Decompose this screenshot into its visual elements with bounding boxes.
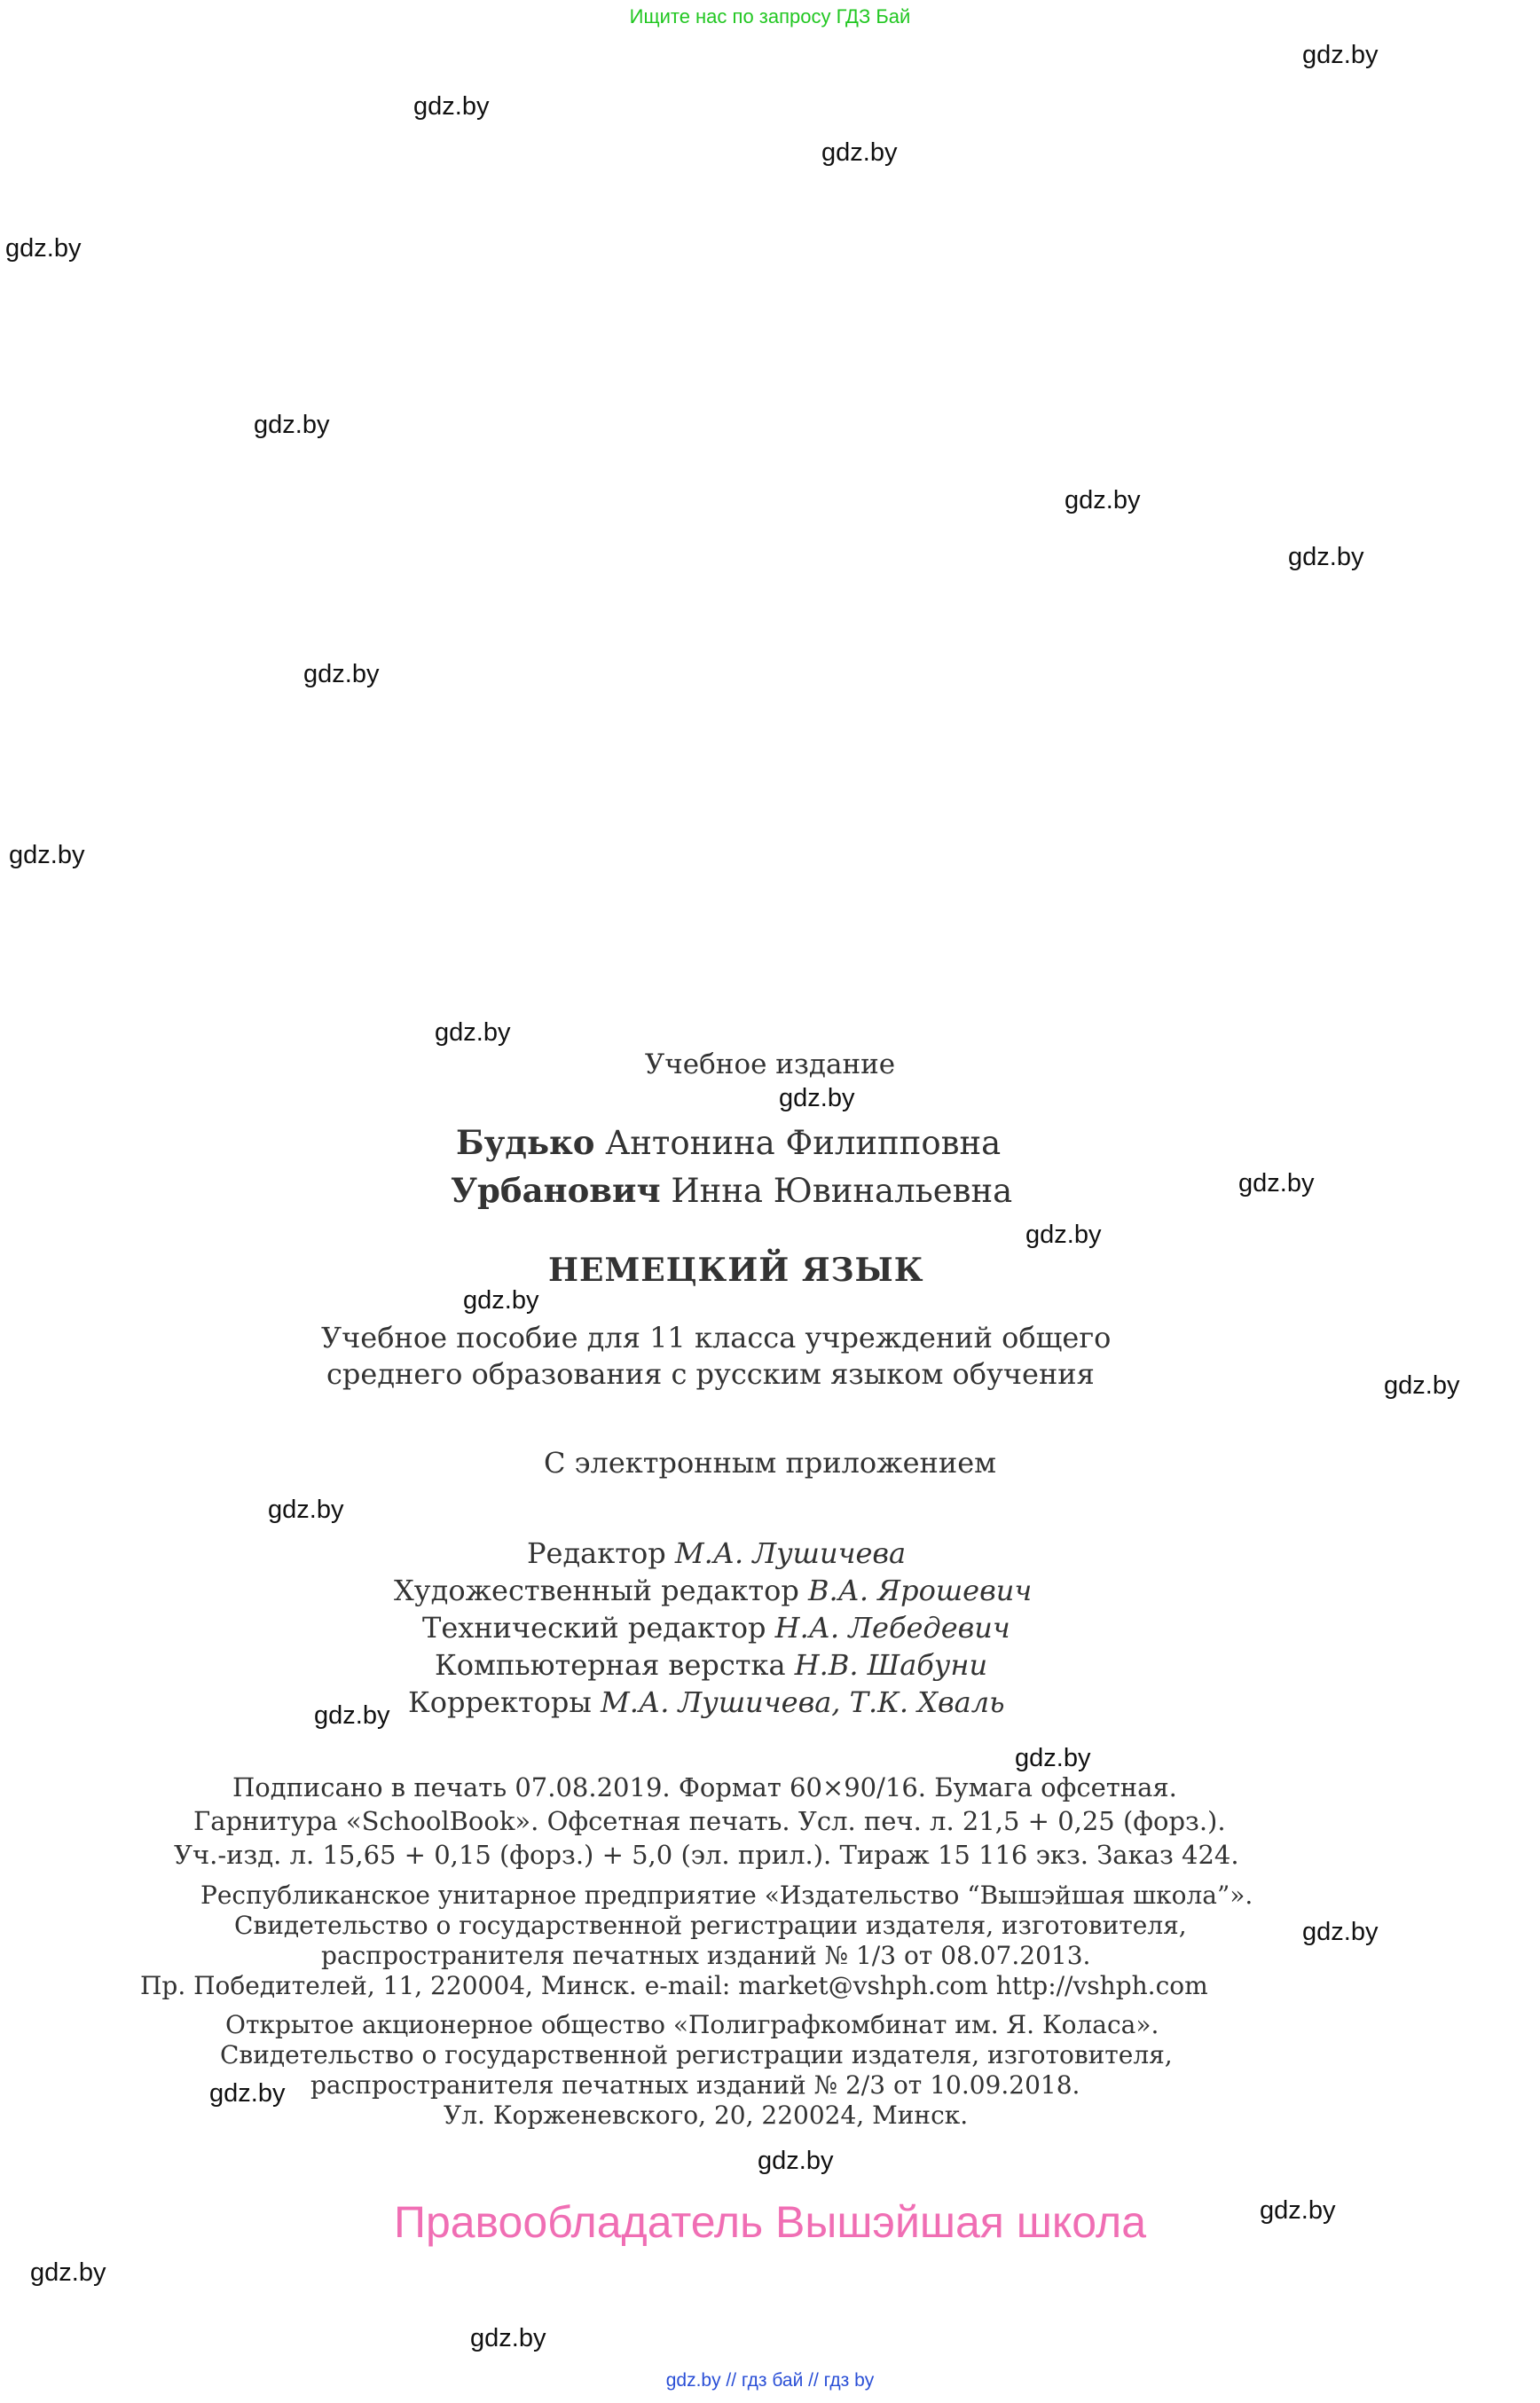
watermark: gdz.by: [821, 138, 898, 167]
watermark: gdz.by: [779, 1084, 855, 1112]
watermark: gdz.by: [268, 1496, 344, 1524]
watermark: gdz.by: [470, 2324, 546, 2352]
printer-line: Ул. Корженевского, 20, 220024, Минск.: [444, 2101, 969, 2130]
watermark: gdz.by: [303, 660, 380, 688]
credit-name: Н.А. Лебедевич: [774, 1611, 1010, 1645]
supplement-note: С электронным приложением: [543, 1446, 997, 1480]
author-2-given: Инна Ювинальевна: [671, 1172, 1013, 1210]
watermark: gdz.by: [1260, 2196, 1336, 2225]
watermark: gdz.by: [1302, 1918, 1379, 1946]
watermark: gdz.by: [30, 2258, 106, 2287]
author-1-surname: Будько: [456, 1123, 595, 1162]
credit-role: Редактор: [527, 1536, 666, 1570]
watermark: gdz.by: [413, 92, 490, 121]
printer-line: распространителя печатных изданий № 2/3 от 10.09.2018.: [310, 2070, 1080, 2100]
watermark: gdz.by: [758, 2147, 834, 2175]
publisher-line: Республиканское унитарное предприятие «Издательство “Вышэйшая школа”».: [200, 1881, 1253, 1910]
watermark: gdz.by: [1065, 486, 1141, 514]
watermark: gdz.by: [1238, 1169, 1315, 1198]
watermark: gdz.by: [9, 841, 85, 869]
watermark: gdz.by: [435, 1018, 511, 1047]
author-1: [456, 1123, 1001, 1162]
watermark: gdz.by: [209, 2079, 286, 2108]
credit-name: Н.В. Шабуни: [794, 1648, 988, 1682]
watermark: gdz.by: [1288, 543, 1364, 571]
edition-type: Учебное издание: [644, 1048, 896, 1080]
print-info-line: Гарнитура «SchoolBook». Офсетная печать. Усл. печ. л. 21,5 + 0,25 (форз.).: [193, 1806, 1226, 1836]
subtitle-line: Учебное пособие для 11 класса учреждений общего: [321, 1321, 1112, 1355]
credit-name: М.А. Лушичева: [674, 1536, 907, 1570]
publisher-line: распространителя печатных изданий № 1/3 от 08.07.2013.: [321, 1941, 1091, 1970]
credit-proofreaders: [408, 1685, 1005, 1719]
author-1-given: Антонина Филипповна: [605, 1124, 1002, 1162]
credit-tech-editor: [422, 1611, 1010, 1645]
credit-role: Художественный редактор: [394, 1574, 799, 1607]
credit-role: Корректоры: [408, 1685, 592, 1719]
watermark: gdz.by: [1025, 1221, 1102, 1249]
footer-links[interactable]: gdz.by // гдз бай // гдз by: [665, 2370, 875, 2391]
printer-line: Открытое акционерное общество «Полиграфкомбинат им. Я. Коласа».: [225, 2010, 1159, 2039]
credit-role: Технический редактор: [422, 1611, 766, 1645]
top-banner: Ищите нас по запросу ГДЗ Бай: [629, 5, 911, 27]
publisher-line: Пр. Победителей, 11, 220004, Минск. e-mail: market@vshph.com http://vshph.com: [140, 1971, 1208, 2000]
watermark: gdz.by: [463, 1286, 539, 1315]
watermark: gdz.by: [314, 1701, 390, 1730]
watermark: gdz.by: [254, 411, 330, 439]
subtitle-line: среднего образования с русским языком обучения: [326, 1357, 1095, 1391]
print-info-line: Уч.-изд. л. 15,65 + 0,15 (форз.) + 5,0 (эл. прил.). Тираж 15 116 экз. Заказ 424.: [174, 1840, 1239, 1870]
author-2: [451, 1171, 1012, 1210]
copyright-holder: Правообладатель Вышэйшая школа: [394, 2197, 1146, 2247]
watermark: gdz.by: [1302, 41, 1379, 69]
watermark: gdz.by: [1384, 1371, 1460, 1400]
credit-name: М.А. Лушичева, Т.К. Хваль: [601, 1685, 1005, 1719]
watermark: gdz.by: [1015, 1744, 1091, 1772]
publisher-line: Свидетельство о государственной регистрации издателя, изготовителя,: [234, 1911, 1187, 1940]
book-title: НЕМЕЦКИЙ ЯЗЫК: [548, 1252, 924, 1289]
print-info-line: Подписано в печать 07.08.2019. Формат 60×90/16. Бумага офсетная.: [232, 1772, 1177, 1802]
credit-role: Компьютерная верстка: [435, 1648, 786, 1682]
author-2-surname: Урбанович: [451, 1171, 661, 1210]
watermark: gdz.by: [5, 234, 82, 263]
credit-editor: [527, 1536, 906, 1570]
printer-line: Свидетельство о государственной регистрации издателя, изготовителя,: [220, 2040, 1173, 2069]
credit-name: В.А. Ярошевич: [807, 1574, 1033, 1607]
credit-layout: [435, 1648, 987, 1682]
credit-art-editor: [394, 1574, 1032, 1607]
